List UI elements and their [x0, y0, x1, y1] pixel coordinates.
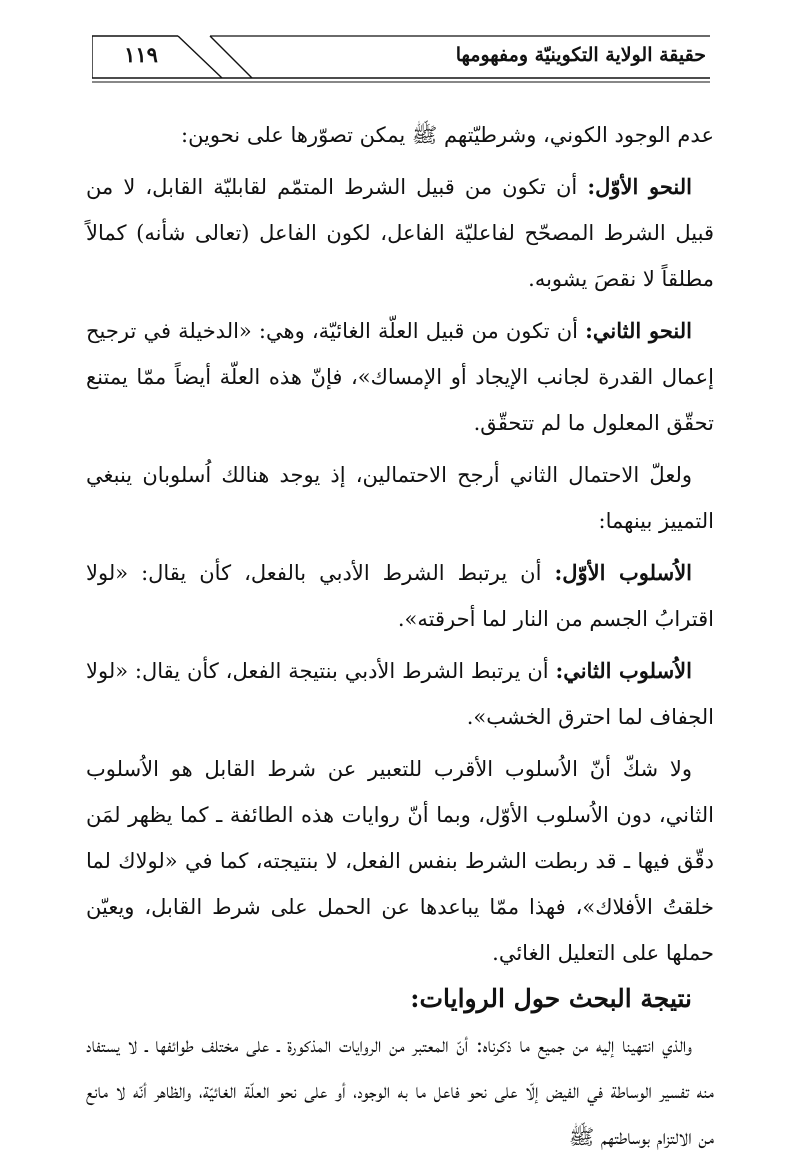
page-header [92, 34, 710, 88]
paragraph-text: أن يرتبط الشرط الأدبي بالفعل، كأن يقال: «لولا اقترابُ الجسم من النار لما أحرقته». [86, 561, 714, 631]
section-title: نتيجة البحث حول الروايات: [410, 984, 692, 1013]
paragraph-text: عدم الوجود الكوني، وشرطيّتهم ﷺ يمكن تصوّرها على نحوين: [181, 123, 714, 147]
paragraph-text: ولعلّ الاحتمال الثاني أرجح الاحتمالين، إذ يوجد هنالك اُسلوبان ينبغي التمييز بينهما: [86, 463, 714, 533]
paragraph [86, 550, 714, 642]
paragraph-text: أن تكون من قبيل الشرط المتمّم لقابليّة القابل، لا من قبيل الشرط المصحّح لفاعليّة الفاعل، لكون الفاعل (تعالى شأنه) كمالاً مطلقاً لا نقصَ يشوبه. [86, 175, 714, 291]
page-body [86, 112, 714, 1160]
paragraph [86, 164, 714, 302]
paragraph-lead: الاُسلوب الأوّل: [554, 560, 693, 585]
paragraph-lead: الاُسلوب الثاني: [555, 658, 692, 683]
final-paragraph: والذي انتهينا إليه من جميع ما ذكرناه: أنّ المعتبر من الروايات المذكورة ـ على مختلف طوائفها ـ لا يستفاد منه تفسير الوساطة في الفيض إلّا على نحو فاعل ما به الوجود، أو على نحو العلّة الغائيّة، والظاهر أنّه لا مانع من الالتزام بوساطتهم ﷺ [86, 1033, 714, 1149]
paragraph [86, 746, 714, 976]
page-number: ١١٩ [124, 42, 158, 67]
paragraph [86, 648, 714, 740]
paragraph-text: ولا شكّ أنّ الاُسلوب الأقرب للتعبير عن شرط القابل هو الاُسلوب الثاني، دون الاُسلوب الأوّل، وبما أنّ روايات هذه الطائفة ـ كما يظهر لمَن دقّق فيها ـ قد ربطت الشرط بنفس الفعل، لا بنتيجته، كما في «لولاك لما خلقتُ الأفلاك»، فهذا ممّا يباعدها عن الحمل على شرط القابل، ويعيّن حملها على التعليل الغائي. [86, 757, 714, 965]
paragraph [86, 308, 714, 446]
paragraph [86, 452, 714, 544]
paragraph-lead: النحو الأوّل: [587, 174, 692, 199]
paragraph-lead: النحو الثاني: [585, 318, 693, 343]
paragraph-text: أن تكون من قبيل العلّة الغائيّة، وهي: «الدخيلة في ترجيح إعمال القدرة لجانب الإيجاد أو الإمساك»، فإنّ هذه العلّة أيضاً ممّا يمتنع تحقّق المعلول ما لم تتحقّق. [86, 319, 714, 435]
paragraph-text: أن يرتبط الشرط الأدبي بنتيجة الفعل، كأن يقال: «لولا الجفاف لما احترق الخشب». [86, 659, 714, 729]
paragraph [86, 112, 714, 158]
running-title: حقيقة الولاية التكوينيّة ومفهومها [455, 44, 706, 66]
